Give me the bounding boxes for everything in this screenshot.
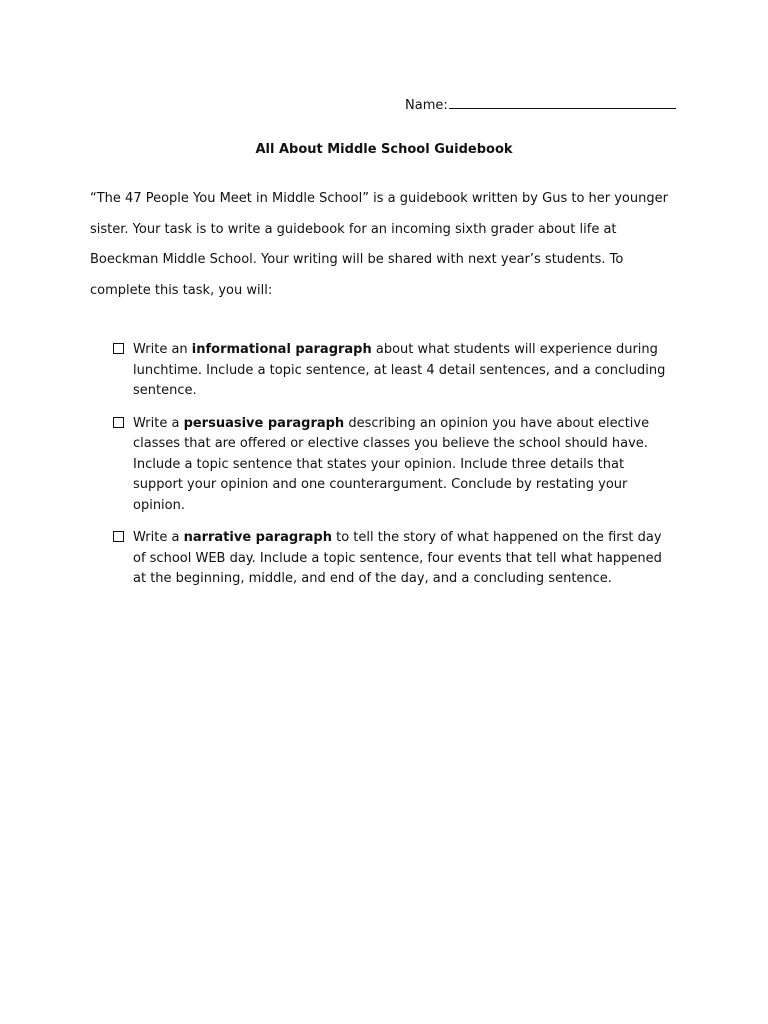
task-checklist: [113, 340, 678, 602]
task-text: [133, 414, 678, 517]
document-title: All About Middle School Guidebook: [255, 142, 513, 157]
task-item-informational: [113, 340, 678, 402]
task-text: [133, 340, 678, 402]
name-field: [405, 94, 676, 113]
task-keyword: narrative paragraph: [183, 530, 332, 545]
task-item-narrative: [113, 528, 678, 590]
task-text: [133, 528, 678, 590]
intro-paragraph: “The 47 People You Meet in Middle School” is a guidebook written by Gus to her younger sister. Your task is to write a guidebook for an incoming sixth grader about life at Boeckman Middle School. Your writing will be shared with next year’s students. To complete this task, you will:: [90, 191, 668, 298]
checkbox-icon[interactable]: [113, 531, 124, 542]
task-prefix: Write an: [133, 342, 192, 357]
task-description: to tell the story of what happened on the first day of school WEB day. Include a topic sentence, four events that tell what happened at the beginning, middle, and end of the day, and a concluding sentence.: [133, 530, 662, 586]
task-keyword: persuasive paragraph: [183, 415, 345, 431]
task-prefix: Write a: [133, 530, 184, 545]
checkbox-icon[interactable]: [113, 343, 124, 354]
task-prefix: Write a: [133, 415, 184, 431]
name-blank-line: [449, 94, 676, 109]
task-description: describing an opinion you have about elective classes that are offered or elective classes you believe the school should have. Include a topic sentence that states your opinion. Include three details that support your opinion and one counterargument. Conclude by restating your opinion.: [133, 415, 650, 513]
name-label: Name:: [405, 98, 448, 113]
task-description: about what students will experience during lunchtime. Include a topic sentence, at least 4 detail sentences, and a concluding sentence.: [133, 342, 666, 398]
checkbox-icon[interactable]: [113, 417, 124, 428]
task-keyword: informational paragraph: [191, 342, 372, 357]
task-item-persuasive: [113, 414, 678, 517]
